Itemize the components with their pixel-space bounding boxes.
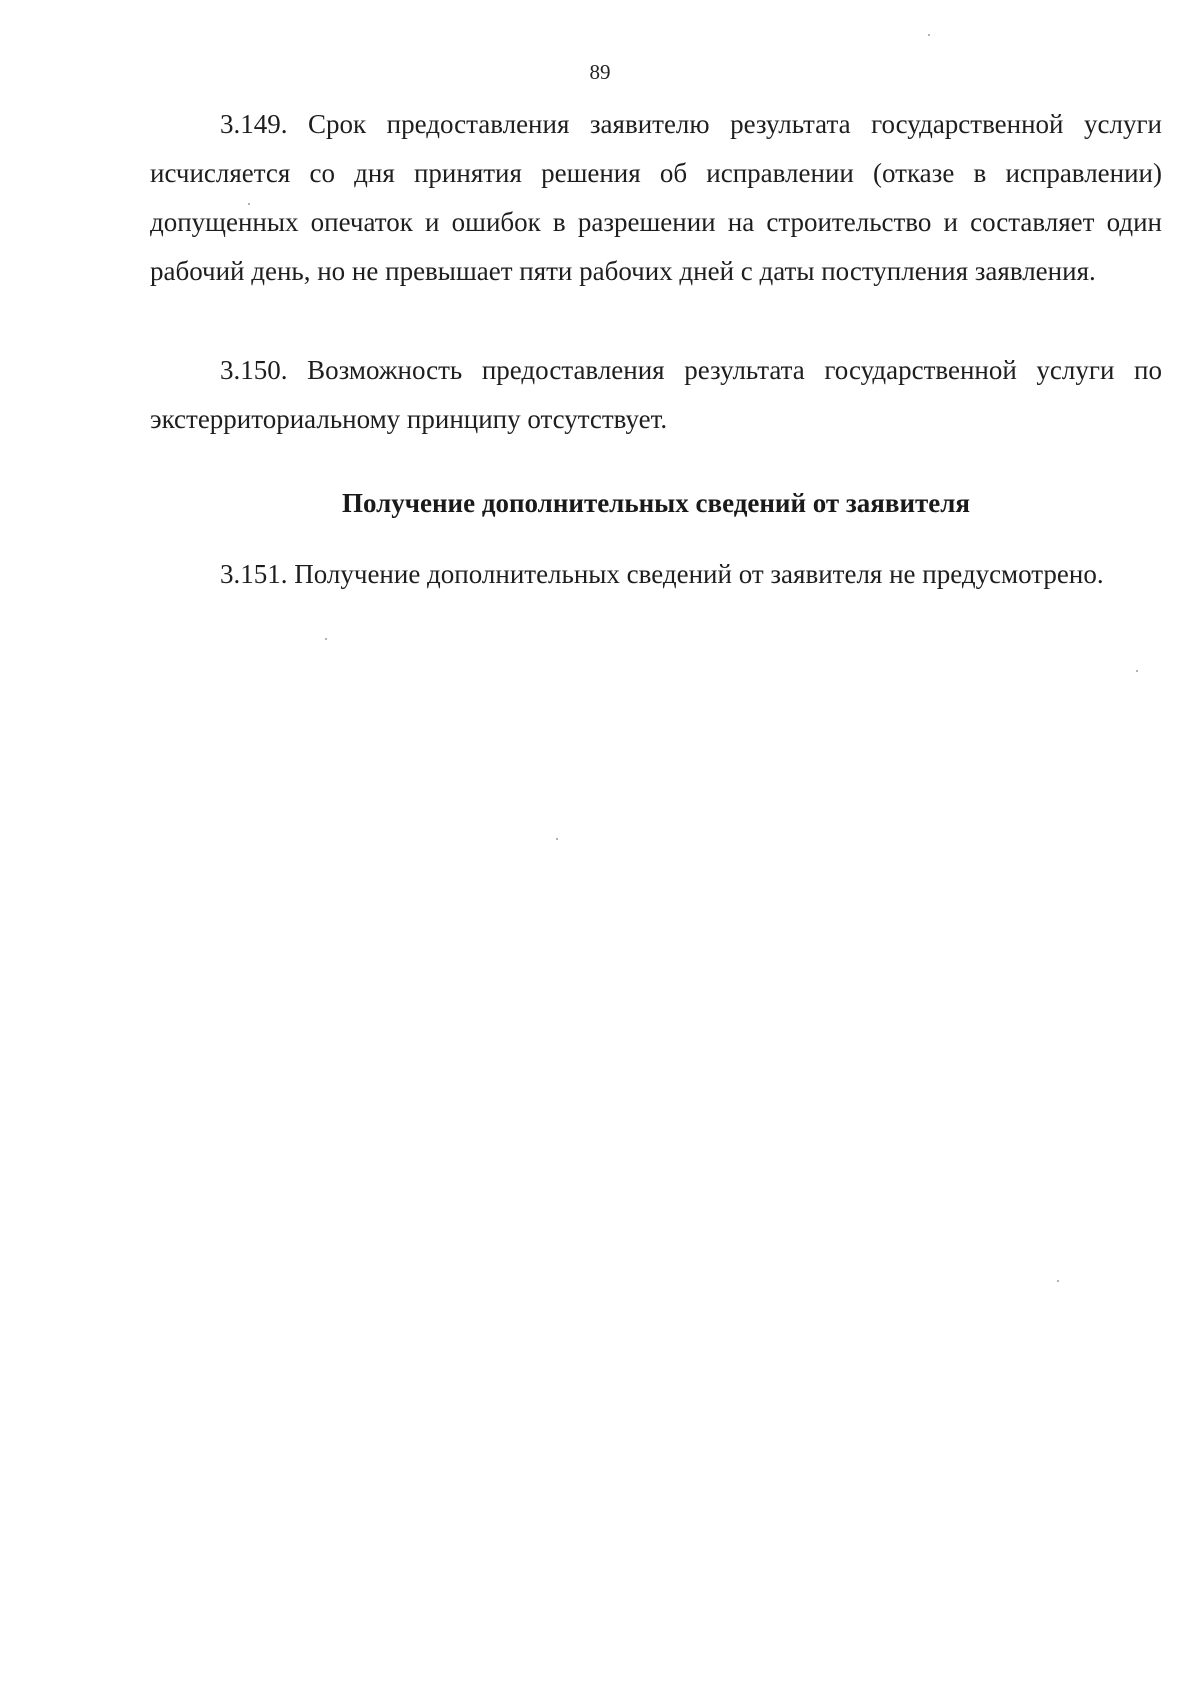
page-number: 89 [589,60,611,84]
scan-speck [1136,670,1138,672]
scan-speck [248,203,250,205]
paragraph-3-151: 3.151. Получение дополнительных сведений от заявителя не предусмотрено. [220,559,1104,589]
paragraph-text: 3.149. Срок предоставления заявителю результата государственной услуги исчисляется со дня принятия решения об исправлении (отказе в исправлении) допущенных опечаток и ошибок в разрешении на строительство и составляет один рабочий день, но не превышает пяти рабочих дней с даты поступления заявления. [150,109,1162,286]
paragraph-text: 3.150. Возможность предоставления результата государственной услуги по экстерриториальному принципу отсутствует. [150,355,1162,434]
scan-speck [1057,1280,1059,1282]
scan-speck [928,34,930,36]
scan-speck [325,638,327,640]
paragraph-3-150 [150,346,1162,444]
paragraph-3-149 [150,100,1162,296]
section-heading: Получение дополнительных сведений от заявителя [341,488,971,518]
scan-speck [556,838,558,840]
